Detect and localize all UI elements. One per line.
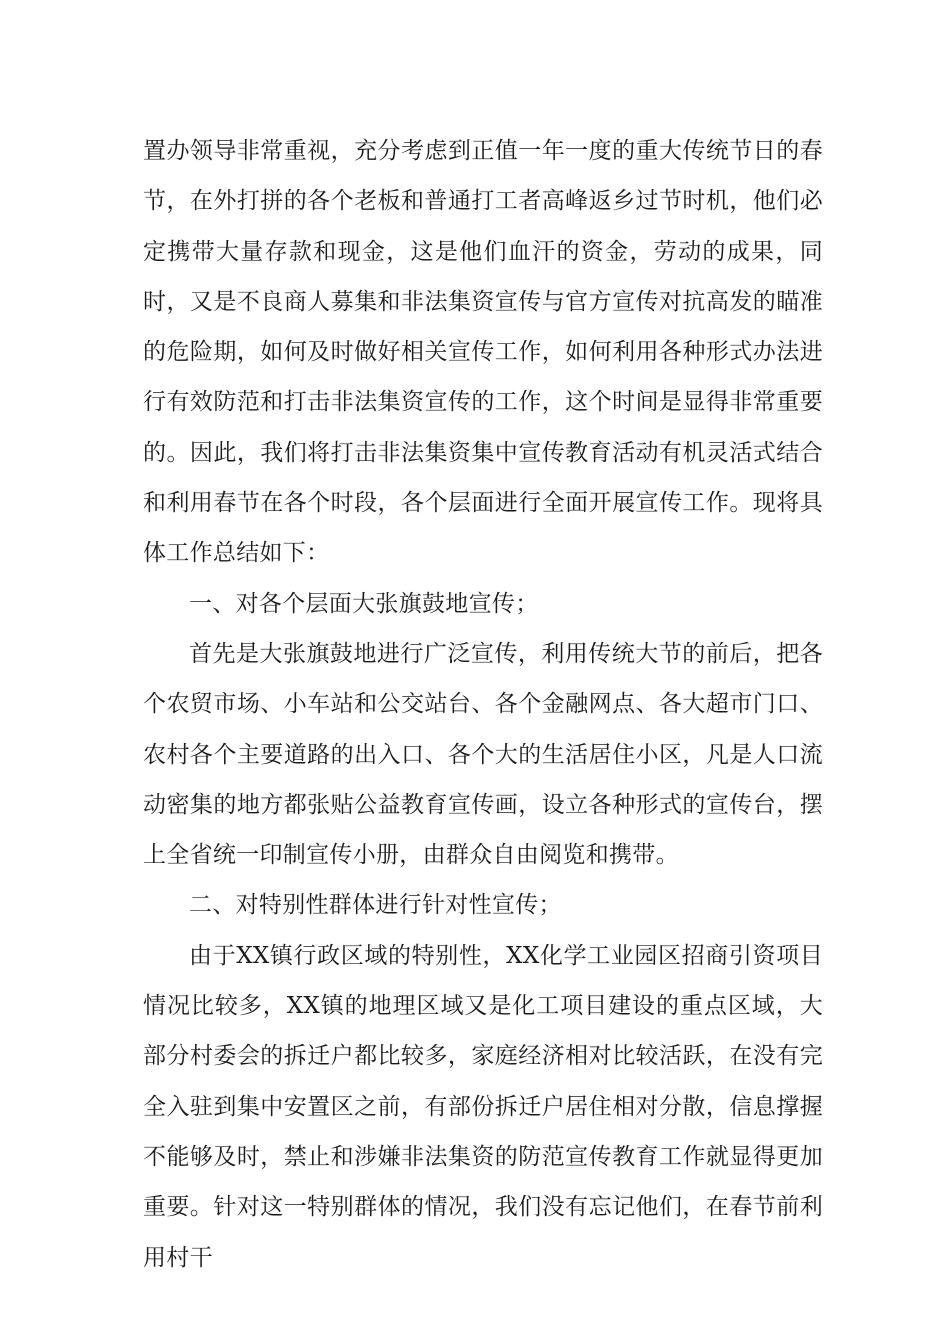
paragraph-section-1: 首先是大张旗鼓地进行广泛宣传，利用传统大节的前后，把各个农贸市场、小车站和公交站台、各个金融网点、各大超市门口、农村各个主要道路的出入口、各个大的生活居住小区，凡是人口流动密集的地方都张贴公益教育宣传画，设立各种形式的宣传台，摆上全省统一印制宣传小册，由群众自由阅览和携带。 [143, 640, 823, 869]
document-body [143, 126, 823, 1283]
paragraph-section-2: 由于XX镇行政区域的特别性，XX化学工业园区招商引资项目情况比较多，XX镇的地理区域又是化工项目建设的重点区域，大部分村委会的拆迁户都比较多，家庭经济相对比较活跃，在没有完全入驻到集中安置区之前，有部份拆迁户居住相对分散，信息撑握不能够及时，禁止和涉嫌非法集资的防范宣传教育工作就显得更加重要。针对这一特别群体的情况，我们没有忘记他们，在春节前利用村干 [143, 942, 823, 1271]
section-heading-1: 一、对各个层面大张旗鼓地宣传； [189, 590, 539, 617]
section-heading-2: 二、对特别性群体进行针对性宣传； [189, 892, 562, 919]
paragraph-intro: 置办领导非常重视，充分考虑到正值一年一度的重大传统节日的春节，在外打拼的各个老板和普通打工者高峰返乡过节时机，他们必定携带大量存款和现金，这是他们血汗的资金，劳动的成果，同时，又是不良商人募集和非法集资宣传与官方宣传对抗高发的瞄准的危险期，如何及时做好相关宣传工作，如何利用各种形式办法进行有效防范和打击非法集资宣传的工作，这个时间是显得非常重要的。因此，我们将打击非法集资集中宣传教育活动有机灵活式结合和利用春节在各个时段，各个层面进行全面开展宣传工作。现将具体工作总结如下： [143, 138, 823, 567]
